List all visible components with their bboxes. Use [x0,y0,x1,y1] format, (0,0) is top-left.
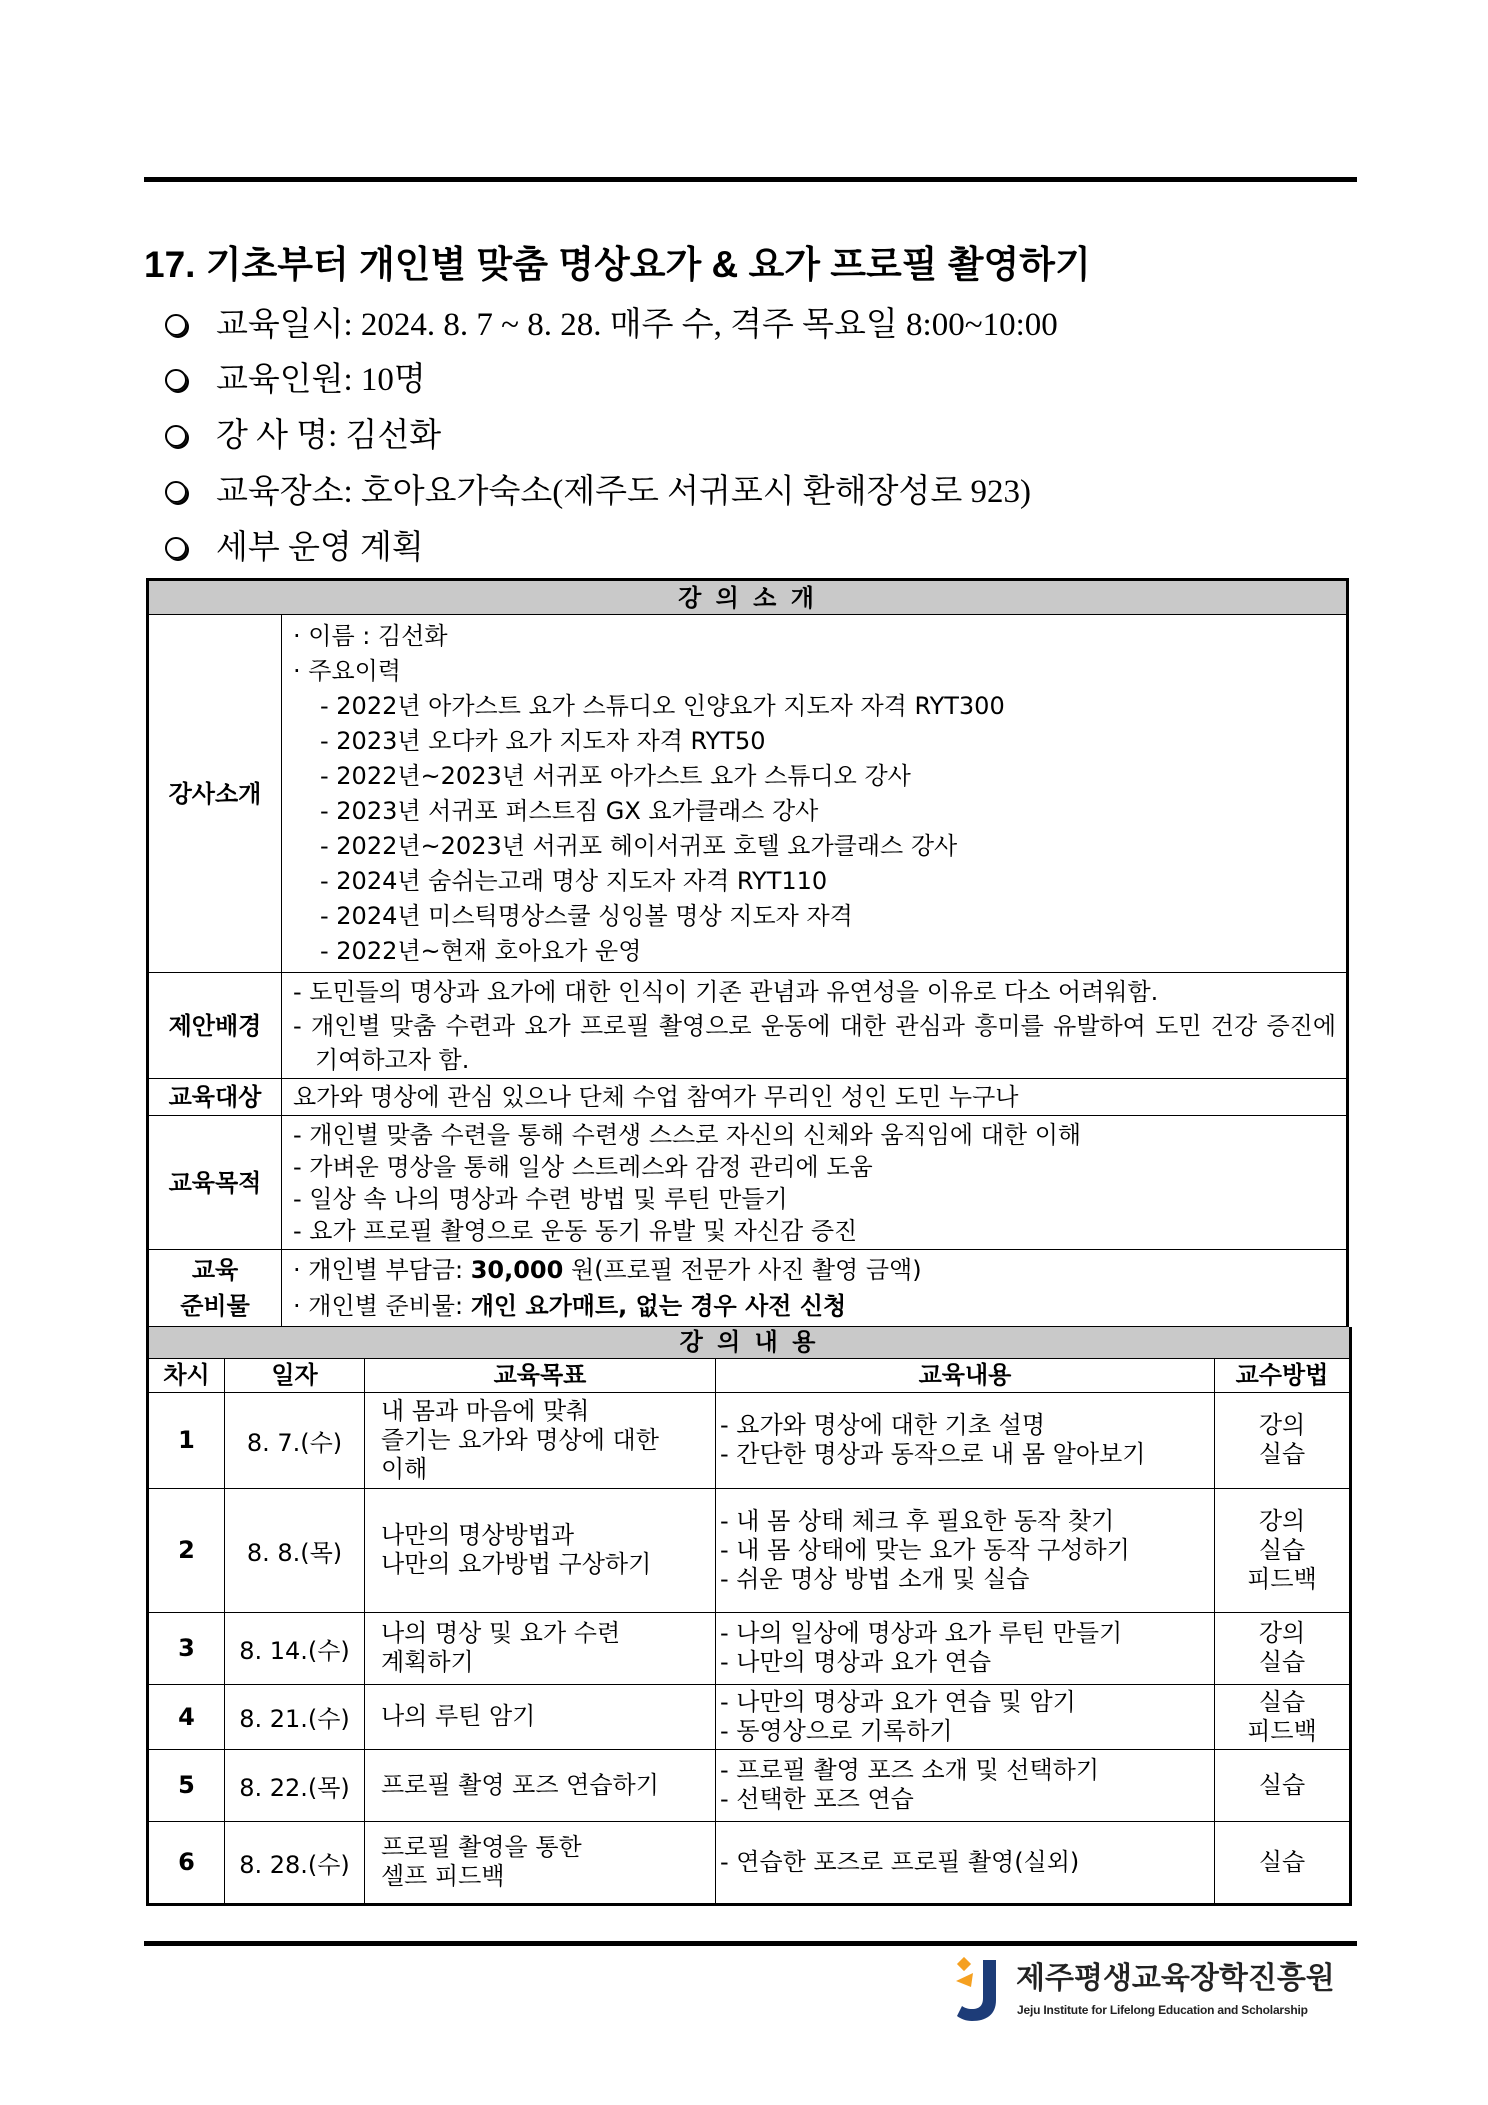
table-row [148,1821,1351,1904]
info-plan-heading: 세부 운영 계획 [216,530,424,566]
target-text: 요가와 명상에 관심 있으나 단체 수업 참여가 무리인 성인 도민 누구나 [293,1083,1019,1111]
shadowed-circle-icon [165,537,187,559]
info-bullet [165,470,1031,514]
session-details [716,1684,1215,1749]
session-date: 8. 7.(수) [225,1392,365,1488]
goal-item: - 가벼운 명상을 통해 일상 스트레스와 감정 관리에 도움 [293,1152,873,1181]
detail-item: - 간단한 명상과 동작으로 내 몸 알아보기 [720,1440,1146,1468]
goals-row [148,1116,1348,1250]
org-name-korean: 제주평생교육장학진흥원 [1016,1961,1335,1996]
info-bullet [165,414,441,458]
session-number: 5 [148,1749,225,1821]
background-content [282,973,1348,1079]
instructor-content [282,615,1348,973]
fee-label: · 개인별 부담금: [293,1256,471,1284]
goals-content [282,1116,1348,1250]
session-goal: 나의 명상 및 요가 수련 계획하기 [365,1612,716,1684]
target-content [282,1079,1348,1116]
section-header-row [148,580,1348,615]
session-date: 8. 21.(수) [225,1684,365,1749]
shadowed-circle-icon [165,369,187,391]
section-title-content: 강 의 내 용 [148,1327,1351,1358]
detail-item: - 나만의 명상과 요가 연습 [720,1648,992,1676]
info-capacity: 교육인원: 10명 [216,362,426,398]
column-header-date: 일자 [225,1358,365,1392]
top-rule [144,177,1357,182]
session-details [716,1749,1215,1821]
detail-item: - 나만의 명상과 요가 연습 및 암기 [720,1687,1076,1716]
detail-item: - 동영상으로 기록하기 [720,1716,953,1745]
career-item: - 2022년~현재 호아요가 운영 [320,936,642,965]
session-method: 실습 [1215,1821,1351,1904]
prep-row [148,1250,1348,1327]
career-item: - 2024년 미스틱명상스쿨 싱잉볼 명상 지도자 자격 [320,901,853,930]
page-title: 17. 기초부터 개인별 맞춤 명상요가 & 요가 프로필 촬영하기 [144,244,1091,285]
goal-item: - 일상 속 나의 명상과 수련 방법 및 루틴 만들기 [293,1184,788,1213]
table-row [148,1392,1351,1488]
fee-amount: 30,000 [470,1256,564,1284]
session-details [716,1612,1215,1684]
career-item: - 2023년 오다카 요가 지도자 자격 RYT50 [320,726,766,755]
background-item: - 도민들의 명상과 요가에 대한 인식이 기존 관념과 유연성을 이유로 다소 어려워함. [293,977,1159,1006]
session-goal: 프로필 촬영을 통한 셀프 피드백 [365,1821,716,1904]
column-header-session: 차시 [148,1358,225,1392]
info-bullet [165,358,426,402]
session-number: 3 [148,1612,225,1684]
session-details [716,1392,1215,1488]
session-method: 강의 실습 [1215,1392,1351,1488]
goal-item: - 개인별 맞춤 수련을 통해 수련생 스스로 자신의 신체와 움직임에 대한 이해 [293,1120,1082,1149]
session-goal: 나만의 명상방법과 나만의 요가방법 구상하기 [365,1488,716,1612]
session-goal: 내 몸과 마음에 맞춰 즐기는 요가와 명상에 대한 이해 [365,1392,716,1488]
session-date: 8. 28.(수) [225,1821,365,1904]
instructor-row [148,615,1348,973]
detail-item: - 선택한 포즈 연습 [720,1785,914,1813]
row-label-goals: 교육목적 [148,1116,282,1250]
career-item: - 2022년~2023년 서귀포 헤이서귀포 호텔 요가클래스 강사 [320,831,958,860]
fee-line [293,1252,1336,1288]
row-label-instructor: 강사소개 [148,615,282,973]
prep-content [282,1250,1348,1327]
session-date: 8. 22.(목) [225,1749,365,1821]
session-method: 실습 [1215,1749,1351,1821]
shadowed-circle-icon [165,314,187,336]
section-header-row [148,1327,1351,1358]
org-name-english: Jeju Institute for Lifelong Education and Scholarship [1017,2003,1308,2017]
career-item: - 2022년~2023년 서귀포 아가스트 요가 스튜디오 강사 [320,761,911,790]
column-header-method: 교수방법 [1215,1358,1351,1392]
course-content-table [146,1327,1352,1906]
session-details [716,1488,1215,1612]
course-intro-table [146,578,1349,1327]
detail-item: - 내 몸 상태에 맞는 요가 동작 구성하기 [720,1535,1130,1564]
row-label-target: 교육대상 [148,1079,282,1116]
detail-item: - 연습한 포즈로 프로필 촬영(실외) [720,1847,1080,1876]
career-item: - 2023년 서귀포 퍼스트짐 GX 요가클래스 강사 [320,796,819,825]
session-method: 실습 피드백 [1215,1684,1351,1749]
session-details [716,1821,1215,1904]
background-item: - 개인별 맞춤 수련과 요가 프로필 촬영으로 운동에 대한 관심과 흥미를 유발하여 도민 건강 증진에 기여하고자 함. [293,1011,1336,1074]
jeju-institute-logo-icon [954,1957,1010,2023]
supplies-line [293,1288,1336,1324]
table-row [148,1612,1351,1684]
detail-item: - 쉬운 명상 방법 소개 및 실습 [720,1564,1030,1593]
info-bullet [165,526,424,570]
session-date: 8. 8.(목) [225,1488,365,1612]
target-row [148,1079,1348,1116]
column-header-row [148,1358,1351,1392]
column-header-details: 교육내용 [716,1358,1215,1392]
table-row [148,1684,1351,1749]
info-instructor: 강 사 명: 김선화 [216,418,442,454]
column-header-goal: 교육목표 [365,1358,716,1392]
session-date: 8. 14.(수) [225,1612,365,1684]
info-schedule: 교육일시: 2024. 8. 7 ~ 8. 28. 매주 수, 격주 목요일 8:00~10:00 [216,307,1058,343]
shadowed-circle-icon [165,481,187,503]
info-bullet [165,303,1058,347]
session-method: 강의 실습 피드백 [1215,1488,1351,1612]
session-number: 2 [148,1488,225,1612]
detail-item: - 프로필 촬영 포즈 소개 및 선택하기 [720,1756,1100,1784]
fee-note: 원(프로필 전문가 사진 촬영 금액) [563,1256,922,1284]
bottom-rule [144,1941,1357,1946]
detail-item: - 나의 일상에 명상과 요가 루틴 만들기 [720,1619,1123,1647]
session-method: 강의 실습 [1215,1612,1351,1684]
plan-tables [146,578,1349,1906]
table-row [148,1749,1351,1821]
instructor-name: · 이름 : 김선화 [293,621,448,650]
career-heading: · 주요이력 [293,656,401,685]
detail-item: - 내 몸 상태 체크 후 필요한 동작 찾기 [720,1506,1115,1535]
career-item: - 2024년 숨쉬는고래 명상 지도자 자격 RYT110 [320,866,828,895]
logo-orange-arrow [956,1973,973,1987]
goal-item: - 요가 프로필 촬영으로 운동 동기 유발 및 자신감 증진 [293,1216,858,1245]
shadowed-circle-icon [165,425,187,447]
session-number: 6 [148,1821,225,1904]
info-location: 교육장소: 호아요가숙소(제주도 서귀포시 환해장성로 923) [216,474,1031,510]
row-label-background: 제안배경 [148,973,282,1079]
background-row [148,973,1348,1079]
session-goal: 프로필 촬영 포즈 연습하기 [365,1749,716,1821]
supplies-label: · 개인별 준비물: [293,1292,471,1320]
table-row [148,1488,1351,1612]
supplies-value: 개인 요가매트, 없는 경우 사전 신청 [470,1292,847,1320]
section-title-intro: 강 의 소 개 [148,580,1348,615]
career-item: - 2022년 아가스트 요가 스튜디오 인양요가 지도자 자격 RYT300 [320,691,1005,720]
detail-item: - 요가와 명상에 대한 기초 설명 [720,1411,1046,1439]
logo-orange-diamond [957,1957,971,1971]
row-label-prep: 교육 준비물 [148,1250,282,1327]
session-goal: 나의 루틴 암기 [365,1684,716,1749]
session-number: 1 [148,1392,225,1488]
session-number: 4 [148,1684,225,1749]
